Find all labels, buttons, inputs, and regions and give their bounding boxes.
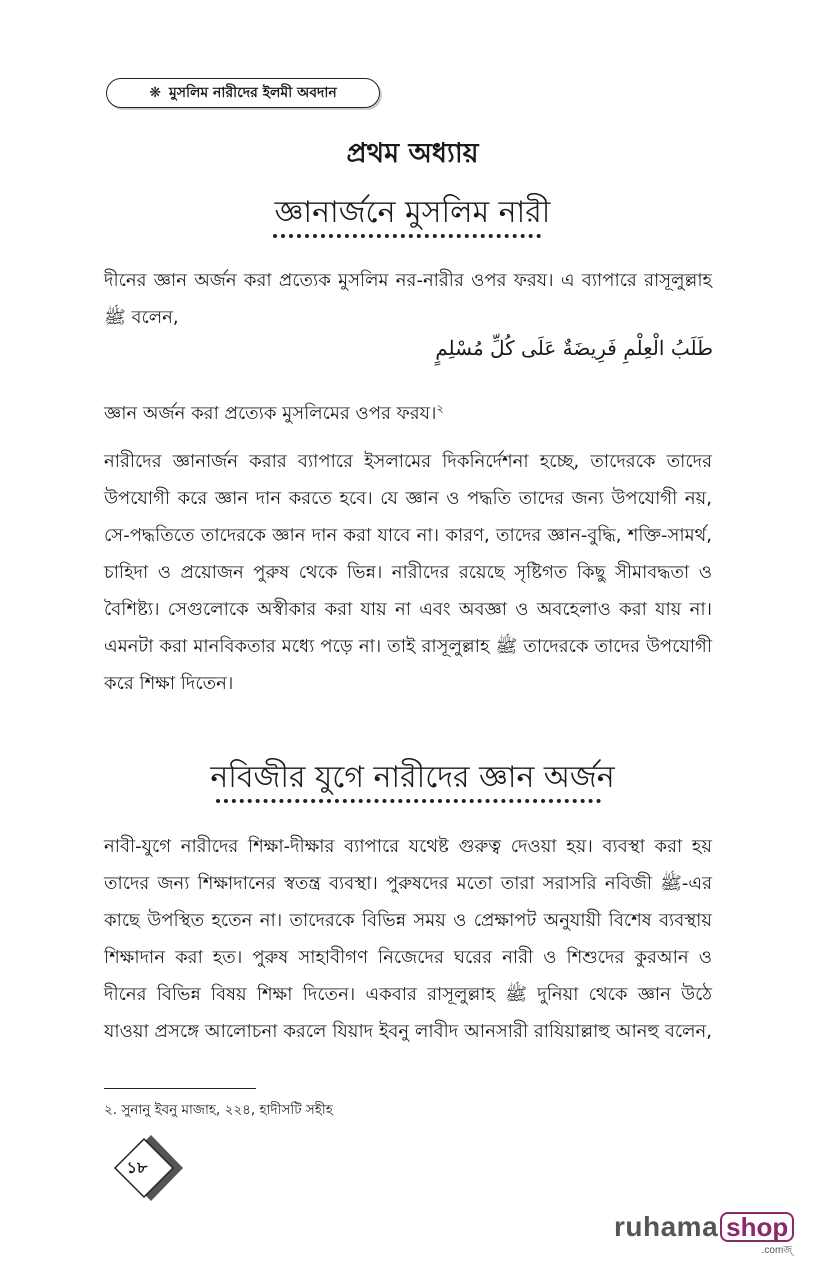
brand-shop-badge: shop — [720, 1212, 794, 1242]
book-title-banner — [106, 78, 380, 108]
footnote-ref: ২ — [436, 402, 444, 415]
arabic-hadith: طَلَبُ الْعِلْمِ فَرِيضَةٌ عَلَى كُلِّ مُسْلِمٍ — [435, 336, 713, 360]
page-number: ১৮ — [126, 1157, 148, 1177]
paragraph-1: দীনের জ্ঞান অর্জন করা প্রত্যেক মুসলিম নর-নারীর ওপর ফরয। এ ব্যাপারে রাসূলুল্লাহ ﷺ বলেন, — [104, 270, 712, 328]
section-heading-2: নবিজীর যুগে নারীদের জ্ঞান অর্জন — [210, 760, 615, 795]
section-heading-1: জ্ঞানার্জনে মুসলিম নারী — [274, 195, 551, 230]
footnote: ২. সুনানু ইবনু মাজাহ, ২২৪, হাদীসটি সহীহ — [104, 1102, 333, 1118]
chapter-title: প্রথম অধ্যায় — [346, 138, 479, 169]
footnote-rule — [104, 1088, 256, 1089]
dotted-divider-1 — [273, 234, 541, 238]
ornament-icon: ❋ — [149, 85, 161, 101]
brand-name: ruhama — [614, 1211, 719, 1242]
dotted-divider-2 — [216, 799, 601, 803]
publisher-logo — [614, 1211, 794, 1256]
paragraph-2 — [104, 390, 712, 432]
brand-domain: .comজ্ — [761, 1245, 793, 1256]
hadith-translation: জ্ঞান অর্জন করা প্রত্যেক মুসলিমের ওপর ফরয। — [104, 403, 437, 424]
paragraph-4: নাবী-যুগে নারীদের শিক্ষা-দীক্ষার ব্যাপারে যথেষ্ট গুরুত্ব দেওয়া হয়। ব্যবস্থা করা হয় তাদের জন্য শিক্ষাদানের স্বতন্ত্র ব্যবস্থা। পুরুষদের মতো তারা সরাসরি নবিজী ﷺ-এর কাছে উপস্থিত হতেন না। তাদেরকে বিভিন্ন সময় ও প্রেক্ষাপট অনুযায়ী বিশেষ ব্যবস্থায় শিক্ষাদান করা হত। পুরুষ সাহাবীগণ নিজেদের ঘরের নারী ও শিশুদের কুরআন ও দীনের বিভিন্ন বিষয় শিক্ষা দিতেন। একবার রাসূলুল্লাহ ﷺ দুনিয়া থেকে জ্ঞান উঠে যাওয়া প্রসঙ্গে আলোচনা করলে যিয়াদ ইবনু লাবীদ আনসারী রাযিয়াল্লাহু আনহু বলেন, — [104, 836, 712, 1042]
paragraph-3: নারীদের জ্ঞানার্জন করার ব্যাপারে ইসলামের দিকনির্দেশনা হচ্ছে, তাদেরকে তাদের উপযোগী করে জ্ঞান দান করতে হবে। যে জ্ঞান ও পদ্ধতি তাদের জন্য উপযোগী নয়, সে-পদ্ধতিতে তাদেরকে জ্ঞান দান করা যাবে না। কারণ, তাদের জ্ঞান-বুদ্ধি, শক্তি-সামর্থ, চাহিদা ও প্রয়োজন পুরুষ থেকে ভিন্ন। নারীদের রয়েছে সৃষ্টিগত কিছু সীমাবদ্ধতা ও বৈশিষ্ট্য। সেগুলোকে অস্বীকার করা যায় না এবং অবজ্ঞা ও অবহেলাও করা যায় না। এমনটা করা মানবিকতার মধ্যে পড়ে না। তাই রাসূলুল্লাহ ﷺ তাদেরকে তাদের উপযোগী করে শিক্ষা দিতেন। — [104, 451, 712, 694]
running-title: মুসলিম নারীদের ইলমী অবদান — [168, 85, 337, 101]
